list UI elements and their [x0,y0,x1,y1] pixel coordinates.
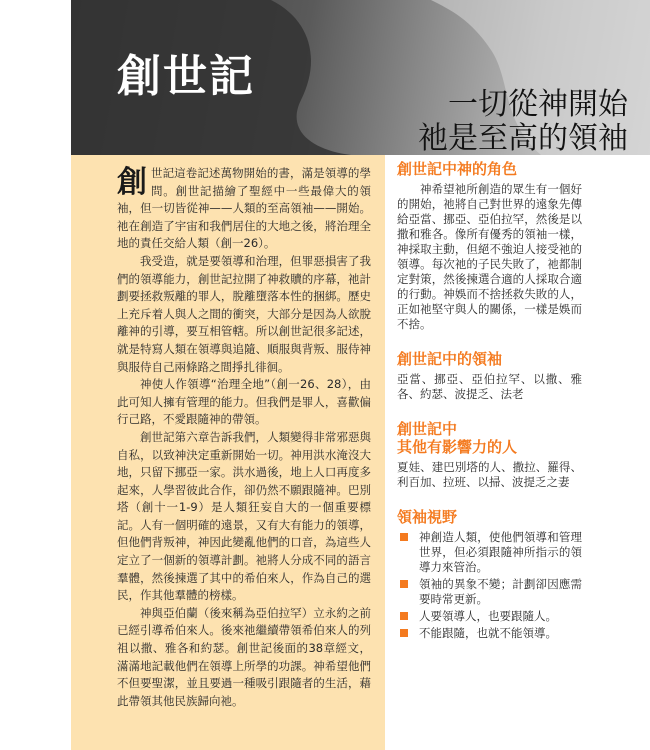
section-text: 亞當、挪亞、亞伯拉罕、以撒、雅各、約瑟、波提乏、法老 [397,372,582,401]
list-item [397,530,582,575]
main-paragraph: 我受造，就是要領導和治理，但罪惡損害了我們的領導能力，創世記拉開了神救贖的序幕，祂計劃要拯救叛離的罪人，脫離墮落本性的捆綁。歷史上充斥着人與人之間的衝突，大部分是因為人欲脫離神的引導，要互相管轄。所以創世記很多記述，就是特寫人類在領導與追隨、順服與背叛、服侍神與服侍自己兩條路之間掙扎徘徊。 [117,253,371,374]
list-item-text: 不能跟隨，也就不能領導。 [419,626,557,640]
square-bullet-icon [400,629,408,637]
list-item-text: 神創造人類，使他們領導和管理世界，但必須跟隨神所指示的領導力來管治。 [419,530,582,574]
main-paragraph: 神與亞伯蘭（後來稱為亞伯拉罕）立永約之前已經引導希伯來人。後來祂繼續帶領希伯來人的列祖以撒、雅各和約瑟。創世記後面的38章經文，滿滿地記載他們在領導上所學的功課。神希望他們不但要聖潔，並且要過一種吸引跟隨者的生活，藉此帶領其他民族歸向祂。 [117,605,371,708]
main-paragraph: 神使人作領導“治理全地”（創一26、28），由此可知人擁有管理的能力。但我們是罪人，喜歡偏行己路，不愛跟隨神的帶領。 [117,377,371,427]
paragraph-text: 世記這卷記述萬物開始的書，滿是領導的學問。創世記描繪了聖經中一些最偉大的領袖，但一切皆從神——人類的至高領袖——開始。祂在創造了宇宙和我們居住的大地之後，將治理全地的責任交給人類（創一26）。 [117,166,371,251]
heading-line-2: 其他有影響力的人 [397,438,518,456]
section-heading: 創世記中神的角色 [397,160,518,178]
main-column [71,155,385,750]
list-item [397,626,582,641]
list-item [397,577,582,607]
section-text: 神希望祂所創造的眾生有一個好的開始，祂將自己對世界的遠象先傳給亞當、挪亞、亞伯拉罕，然後是以撒和雅各。像所有優秀的領袖一樣，神採取主動，但絕不強迫人接受祂的領導。每次祂的子民失敗了，祂都制定對策，然後揀選合適的人採取合適的行動。神娛而不捨拯救失敗的人，正如祂堅守與人的關係，一樣是娛而不捨。 [397,182,582,331]
square-bullet-icon [400,612,408,620]
list-item [397,609,582,624]
square-bullet-icon [400,580,408,588]
section-influencers [397,420,582,490]
subtitle [418,88,628,156]
drop-cap: 創 [117,165,147,200]
subtitle-line-2: 祂是至高的領袖 [418,121,628,156]
list-item-text: 領袖的異象不變；計劃卻因應需要時常更新。 [419,577,582,606]
square-bullet-icon [400,533,408,541]
section-god-role [397,160,582,332]
sidebar [397,160,582,659]
section-heading: 創世記中的領袖 [397,350,503,368]
book-title: 創世記 [117,51,255,102]
outlook-list [397,530,582,641]
main-paragraph [117,165,371,253]
section-heading [397,420,582,456]
section-heading: 領袖視野 [397,508,458,526]
list-item-text: 人要領導人，也要跟隨人。 [419,609,557,623]
section-leaders [397,350,582,402]
section-leadership-outlook [397,508,582,641]
heading-line-1: 創世記中 [397,420,458,438]
section-text: 夏娃、建巴別塔的人、撒拉、羅得、利百加、拉班、以掃、波提乏之妻 [397,460,582,489]
main-paragraph: 創世記第六章告訴我們，人類變得非常邪惡與自私，以致神決定重新開始一切。神用洪水淹沒大地，只留下挪亞一家。洪水過後，地上人口再度多起來，人學習彼此合作，卻仍然不願跟隨神。巴別塔（創十一1-9）是人類狂妄自大的一個重要標記。人有一個明確的遠景，又有大有能力的領導，但他們背叛神，神因此變亂他們的口音，為這些人定立了一個新的領導計劃。祂將人分成不同的語言羣體，然後揀選了其中的希伯來人，作為自己的選民，作其他羣體的榜樣。 [117,429,371,603]
subtitle-line-1: 一切從神開始 [448,87,628,122]
